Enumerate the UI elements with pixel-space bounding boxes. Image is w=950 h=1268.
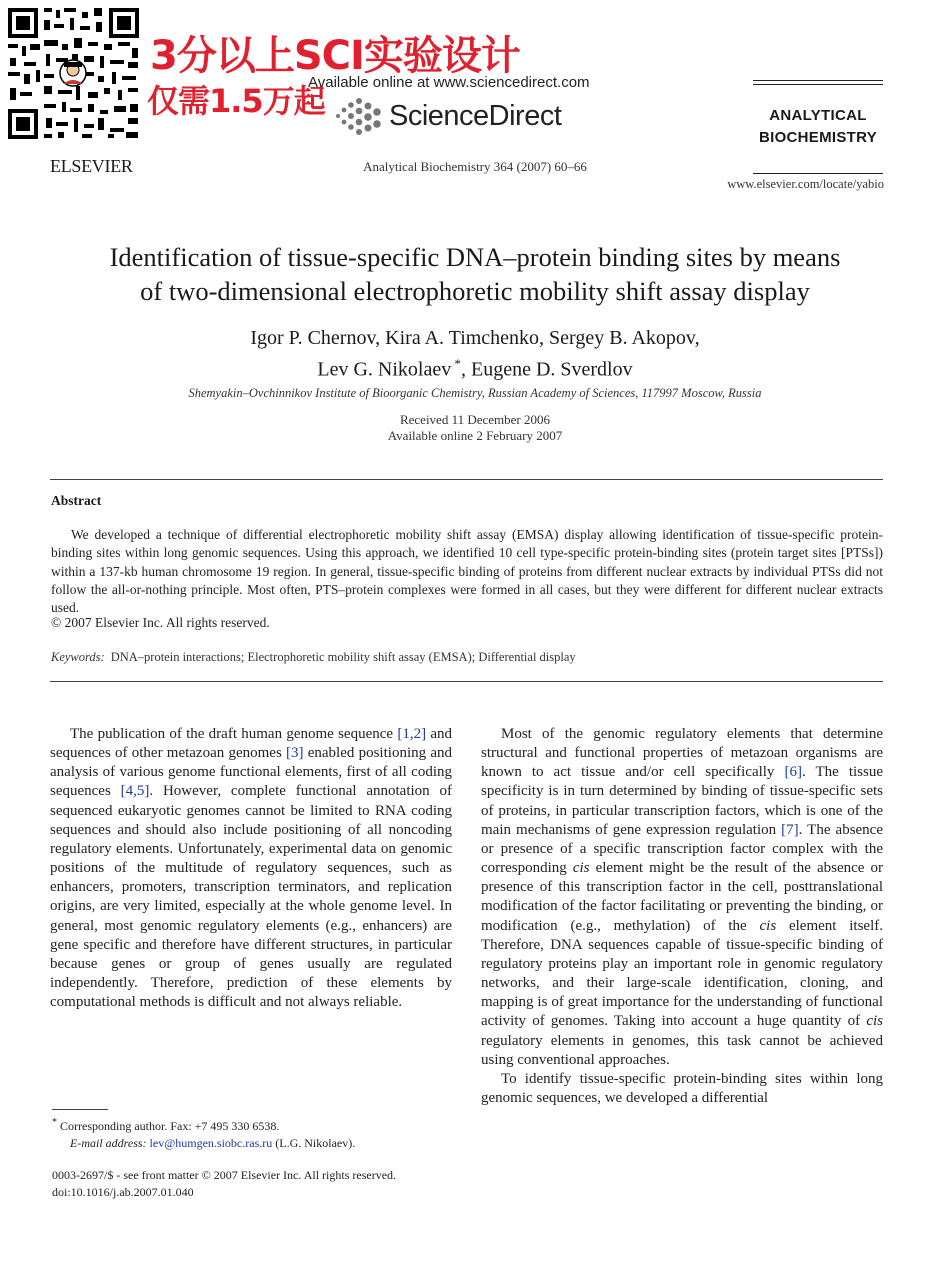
corresponding-author-note [52,1115,452,1135]
sciencedirect-wordmark: ScienceDirect [389,100,562,132]
footnote-mark: * [52,1117,57,1128]
online-date: Available online 2 February 2007 [387,428,563,443]
citation-link[interactable]: [1,2] [397,726,427,742]
article-title-line2: of two-dimensional electrophoretic mobility shift assay display [140,276,810,306]
body-text: and sequences of other metazoan genomes [50,726,452,762]
body-paragraph [50,725,452,1012]
author-list [40,325,910,383]
abstract-copyright: © 2007 Elsevier Inc. All rights reserved. [51,615,270,630]
author-list-line2 [40,351,910,383]
last-author-name: , Eugene D. Sverdlov [460,358,633,381]
article-history [40,412,910,444]
citation-link[interactable]: [6] [784,764,802,781]
journal-name-line2: BIOCHEMISTRY [758,129,878,146]
author-list-line1: Igor P. Chernov, Kira A. Timchenko, Sergey B. Akopov, [250,327,700,349]
body-text: enabled positioning and analysis of various genome functional elements, first of all coding sequences [50,745,452,800]
received-date: Received 11 December 2006 [399,412,551,427]
promo-headline: 3分以上SCI实验设计 [150,33,520,79]
article-title-line1: Identification of tissue-specific DNA–protein binding sites by means [109,242,841,272]
sciencedirect-logo-icon [332,96,382,136]
body-column-left [50,725,452,1012]
italic-term: cis [572,860,590,877]
qr-code [0,0,147,147]
corresponding-author-mark[interactable]: * [451,356,461,371]
body-text: . However, complete functional annotation of sequenced eukaryotic genomes cannot be limited to RNA coding sequences and should also include positioning of all noncoding regulatory elements. Unfortunately, experimental data on genomic positions of the multitude of regulatory sequences, such as enhancers, promoters, transcription terminators, and replication origins, are very limited, especially at the whole genome level. In general, most genomic regulatory elements (e.g., enhancers) are gene specific and therefore have different structures, in particular because genes or group of genes usually are regulated independently. Therefore, prediction of these elements by computational methods is difficult and not always reliable. [50,783,452,1011]
divider [50,681,883,682]
promo-price: 仅需1.5万起 [147,82,325,120]
doi[interactable]: doi:10.1016/j.ab.2007.01.040 [52,1184,194,1199]
journal-url[interactable]: www.elsevier.com/locate/yabio [727,177,884,191]
email-link[interactable]: lev@humgen.siobc.ras.ru [149,1135,273,1150]
abstract-heading: Abstract [51,493,102,508]
corresponding-author-name: Lev G. Nikolaev [317,358,452,381]
article-title [40,240,910,308]
divider [50,479,883,480]
abstract-body [51,526,883,617]
keywords-label: Keywords: [51,650,105,664]
body-text: . The tissue specificity is in turn determined by binding of tissue-specific sets of proteins, in particular transcription factors, which is one of the main mechanisms of gene expression regulation [481,764,883,838]
body-text: The publication of the draft human genome sequence [70,726,398,742]
journal-name-line1: ANALYTICAL [769,107,867,124]
abstract-paragraph: We developed a technique of differential electrophoretic mobility shift assay (EMSA) display allowing identification of tissue-specific protein-binding sites within long genomic sequences. Using this approach, we identified 10 cell type-specific protein-binding sites (protein target sites [PTSs]) within a 137-kb human chromosome 19 region. In general, tissue-specific binding of proteins from different nuclear extracts by individual PTSs did not follow the all-or-nothing principle. Most often, PTS–protein complexes were formed in all cases, but they were different for different nuclear extracts used. [51,527,883,616]
front-matter [52,1167,396,1200]
body-text: Most of the genomic regulatory elements that determine structural and functional properties of metazoan organisms are known to act tissue and/or cell specifically [481,726,883,781]
email-owner: (L.G. Nikolaev). [272,1135,356,1150]
body-text: regulatory elements in genomes, this task cannot be achieved using conventional approaches. [481,1032,883,1068]
body-paragraph: To identify tissue-specific protein-binding sites within long genomic sequences, we developed a differential [481,1070,883,1106]
citation-link[interactable]: [4,5] [120,783,150,800]
keywords-list: DNA–protein interactions; Electrophoretic mobility shift assay (EMSA); Differential display [110,650,576,664]
qr-code-graphic [0,0,147,147]
body-text: element might be the result of the absence or presence of this transcription factor in the cell, posttranslational modification of the factor facilitating or preventing the binding, or modification (e.g., methylation) of the [481,860,883,934]
citation-link[interactable]: [7] [781,821,799,838]
email-label: E-mail address: [70,1135,147,1150]
available-online-notice: Available online at www.sciencedirect.com [308,74,590,91]
body-column-right [481,725,883,1108]
body-paragraph [481,725,883,1070]
email-note [52,1135,452,1152]
italic-term: cis [866,1013,883,1030]
journal-name [753,105,883,149]
corresponding-author-text: Corresponding author. Fax: +7 495 330 6538. [57,1119,280,1133]
italic-term: cis [759,917,777,934]
footnote-divider [52,1109,108,1110]
journal-citation: Analytical Biochemistry 364 (2007) 60–66 [363,159,587,174]
body-text: . The absence or presence of a specific transcription factor complex with the corresponding [481,821,883,877]
affiliation: Shemyakin–Ovchinnikov Institute of Bioorganic Chemistry, Russian Academy of Sciences, 117997 Moscow, Russia [188,386,762,400]
issn-notice: 0003-2697/$ - see front matter © 2007 Elsevier Inc. All rights reserved. [52,1168,397,1182]
publisher-logo: ELSEVIER [50,156,133,176]
keywords [51,650,576,665]
body-text: element itself. Therefore, DNA sequences capable of tissue-specific binding of regulatory proteins play an important role in genomic regulatory networks, and their large-scale identification, cloning, and mapping is of great importance for the understanding of functional activity of genomes. Taking into account a huge quantity of [481,917,883,1030]
footnote [52,1115,452,1151]
citation-link[interactable]: [3] [286,745,304,762]
